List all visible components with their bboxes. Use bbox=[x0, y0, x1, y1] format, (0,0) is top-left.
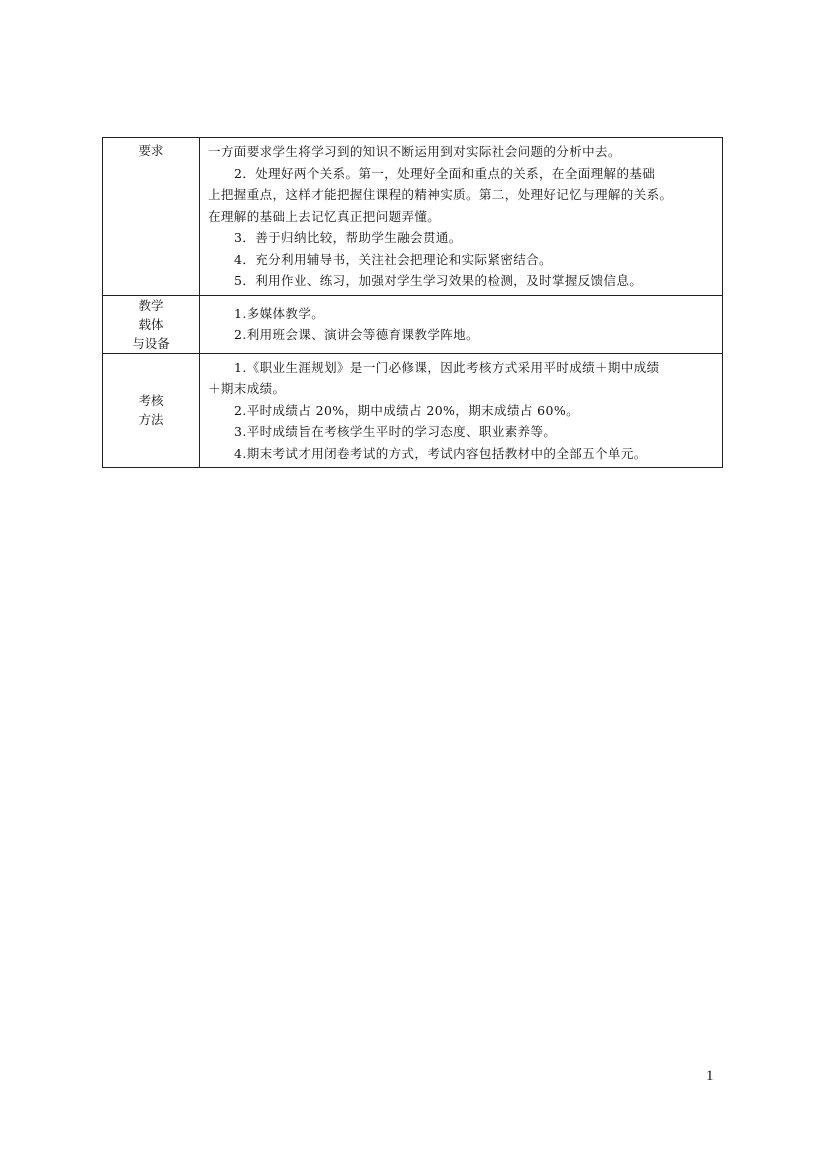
row-content-assessment bbox=[200, 353, 723, 468]
page-number: 1 bbox=[706, 1068, 714, 1084]
content-line: 1.多媒体教学。 bbox=[234, 305, 325, 321]
content-line: 4．充分利用辅导书，关注社会把理论和实际紧密结合。 bbox=[234, 251, 552, 267]
content-line: 2.利用班会课、演讲会等德育课教学阵地。 bbox=[234, 327, 479, 342]
content-line: 上把握重点，这样才能把握住课程的精神实质。第二，处理好记忆与理解的关系。 bbox=[208, 187, 673, 202]
row-content-teaching-media bbox=[200, 295, 723, 353]
content-line: 2.平时成绩占 20%，期中成绩占 20%，期末成绩占 60%。 bbox=[234, 402, 579, 418]
row-label-assessment: 考核 方法 bbox=[103, 353, 200, 468]
row-label-requirements: 要求 bbox=[103, 138, 200, 296]
content-line: 1.《职业生涯规划》是一门必修课，因此考核方式采用平时成绩＋期中成绩 bbox=[234, 359, 660, 375]
content-line: 3．善于归纳比较，帮助学生融会贯通。 bbox=[234, 230, 462, 245]
content-line: 一方面要求学生将学习到的知识不断运用到对实际社会问题的分析中去。 bbox=[208, 144, 621, 159]
row-content-requirements bbox=[200, 138, 723, 296]
table-row-assessment bbox=[103, 353, 723, 468]
row-label-teaching-media: 教学 载体 与设备 bbox=[103, 295, 200, 353]
table-row-teaching-media bbox=[103, 295, 723, 353]
table-row-requirements bbox=[103, 138, 723, 296]
content-line: 4.期末考试才用闭卷考试的方式，考试内容包括教材中的全部五个单元。 bbox=[234, 445, 647, 461]
course-table bbox=[102, 137, 723, 468]
content-line: 2．处理好两个关系。第一，处理好全面和重点的关系，在全面理解的基础 bbox=[234, 165, 656, 181]
content-line: 5．利用作业、练习，加强对学生学习效果的检测，及时掌握反馈信息。 bbox=[234, 273, 643, 288]
content-line: 3.平时成绩旨在考核学生平时的学习态度、职业素养等。 bbox=[234, 424, 557, 439]
content-line: 在理解的基础上去记忆真正把问题弄懂。 bbox=[208, 208, 441, 224]
content-line: ＋期末成绩。 bbox=[208, 381, 286, 396]
